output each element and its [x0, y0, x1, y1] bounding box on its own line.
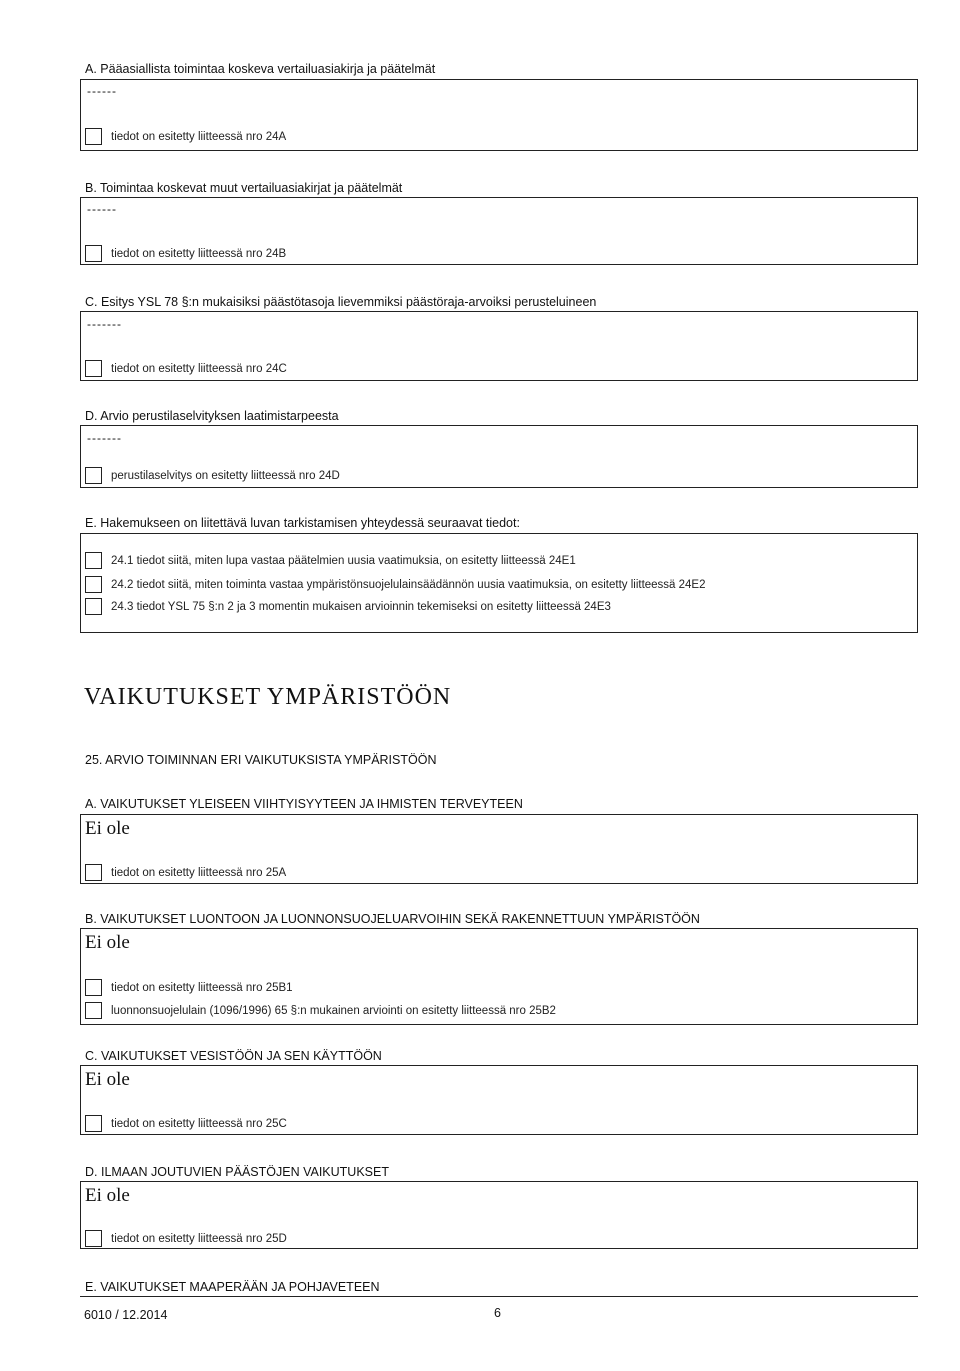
section-d-content[interactable]: -------: [87, 431, 122, 445]
impact-b-box: [80, 928, 918, 1025]
section-e-item-2-label: 24.2 tiedot siitä, miten toiminta vastaa ympäristönsuojelulainsäädännön uusia vaatimuksia, on esitetty liitteessä 24E2: [111, 578, 706, 591]
impact-b-checkbox-2[interactable]: [85, 1002, 102, 1019]
section-e-item-2: [85, 576, 706, 593]
section-b-content[interactable]: ------: [87, 202, 117, 216]
section-a-checkbox[interactable]: [85, 128, 102, 145]
impact-c-checkbox-label: tiedot on esitetty liitteessä nro 25C: [111, 1117, 287, 1130]
section-d-box: [80, 425, 918, 488]
section-e-box: [80, 533, 918, 633]
section-a-checkbox-label: tiedot on esitetty liitteessä nro 24A: [111, 130, 287, 143]
section-c-attachment: [85, 360, 287, 377]
section-e-title: E. Hakemukseen on liitettävä luvan tarkistamisen yhteydessä seuraavat tiedot:: [85, 516, 520, 530]
page-number: 6: [494, 1306, 501, 1320]
impact-b-checkbox-1[interactable]: [85, 979, 102, 996]
section-e-item-2-checkbox[interactable]: [85, 576, 102, 593]
impact-d-box: [80, 1181, 918, 1249]
impact-c-title: C. VAIKUTUKSET VESISTÖÖN JA SEN KÄYTTÖÖN: [85, 1049, 382, 1063]
section-b-checkbox-label: tiedot on esitetty liitteessä nro 24B: [111, 247, 287, 260]
section-b-box: [80, 197, 918, 265]
section-c-title: C. Esitys YSL 78 §:n mukaisiksi päästötasoja lievemmiksi päästöraja-arvoiksi perusteluineen: [85, 295, 597, 309]
section-c-content[interactable]: -------: [87, 317, 122, 331]
impact-a-title: A. VAIKUTUKSET YLEISEEN VIIHTYISYYTEEN JA IHMISTEN TERVEYTEEN: [85, 797, 523, 811]
impact-d-checkbox-label: tiedot on esitetty liitteessä nro 25D: [111, 1232, 287, 1245]
section-b-checkbox[interactable]: [85, 245, 102, 262]
section-e-item-3-label: 24.3 tiedot YSL 75 §:n 2 ja 3 momentin mukaisen arvioinnin tekemiseksi on esitetty liitteessä 24E3: [111, 600, 611, 613]
impact-b-attachment-1: [85, 979, 293, 996]
section-c-checkbox[interactable]: [85, 360, 102, 377]
impact-d-content[interactable]: Ei ole: [85, 1185, 130, 1206]
impact-b-checkbox-2-label: luonnonsuojelulain (1096/1996) 65 §:n mukainen arviointi on esitetty liitteessä nro 25B2: [111, 1004, 556, 1017]
section-d-title: D. Arvio perustilaselvityksen laatimistarpeesta: [85, 409, 339, 423]
impact-a-content[interactable]: Ei ole: [85, 818, 130, 839]
impact-b-content[interactable]: Ei ole: [85, 932, 130, 953]
impact-e-title: E. VAIKUTUKSET MAAPERÄÄN JA POHJAVETEEN: [85, 1280, 380, 1294]
impact-c-box: [80, 1065, 918, 1135]
section-a-box: [80, 79, 918, 151]
impact-a-checkbox-label: tiedot on esitetty liitteessä nro 25A: [111, 866, 287, 879]
impact-e-rule: [80, 1296, 918, 1297]
section-e-item-1-label: 24.1 tiedot siitä, miten lupa vastaa päätelmien uusia vaatimuksia, on esitetty liitteessä 24E1: [111, 554, 576, 567]
impact-b-attachment-2: [85, 1002, 556, 1019]
section-c-box: [80, 311, 918, 381]
section-c-checkbox-label: tiedot on esitetty liitteessä nro 24C: [111, 362, 287, 375]
section-e-item-3-checkbox[interactable]: [85, 598, 102, 615]
impact-c-checkbox[interactable]: [85, 1115, 102, 1132]
impact-a-checkbox[interactable]: [85, 864, 102, 881]
impact-b-checkbox-1-label: tiedot on esitetty liitteessä nro 25B1: [111, 981, 293, 994]
section-b-title: B. Toimintaa koskevat muut vertailuasiakirjat ja päätelmät: [85, 181, 403, 195]
impact-d-checkbox[interactable]: [85, 1230, 102, 1247]
impact-d-attachment: [85, 1230, 287, 1247]
impact-b-title: B. VAIKUTUKSET LUONTOON JA LUONNONSUOJELUARVOIHIN SEKÄ RAKENNETTUUN YMPÄRISTÖÖN: [85, 912, 700, 926]
section-d-checkbox-label: perustilaselvitys on esitetty liitteessä nro 24D: [111, 469, 340, 482]
section-d-checkbox[interactable]: [85, 467, 102, 484]
impact-a-attachment: [85, 864, 286, 881]
section-e-item-3: [85, 598, 611, 615]
environment-impacts-heading: VAIKUTUKSET YMPÄRISTÖÖN: [84, 684, 452, 710]
impact-d-title: D. ILMAAN JOUTUVIEN PÄÄSTÖJEN VAIKUTUKSET: [85, 1165, 389, 1179]
section-d-attachment: [85, 467, 340, 484]
impact-a-box: [80, 814, 918, 884]
impact-c-content[interactable]: Ei ole: [85, 1069, 130, 1090]
section-a-title: A. Pääasiallista toimintaa koskeva vertailuasiakirja ja päätelmät: [85, 62, 436, 76]
impact-c-attachment: [85, 1115, 287, 1132]
form-code: 6010 / 12.2014: [84, 1308, 168, 1322]
section-a-attachment: [85, 128, 286, 145]
section-a-content[interactable]: ------: [87, 84, 117, 98]
section-e-item-1: [85, 552, 576, 569]
section-b-attachment: [85, 245, 286, 262]
section-e-item-1-checkbox[interactable]: [85, 552, 102, 569]
section-25-heading: 25. ARVIO TOIMINNAN ERI VAIKUTUKSISTA YMPÄRISTÖÖN: [85, 753, 437, 767]
